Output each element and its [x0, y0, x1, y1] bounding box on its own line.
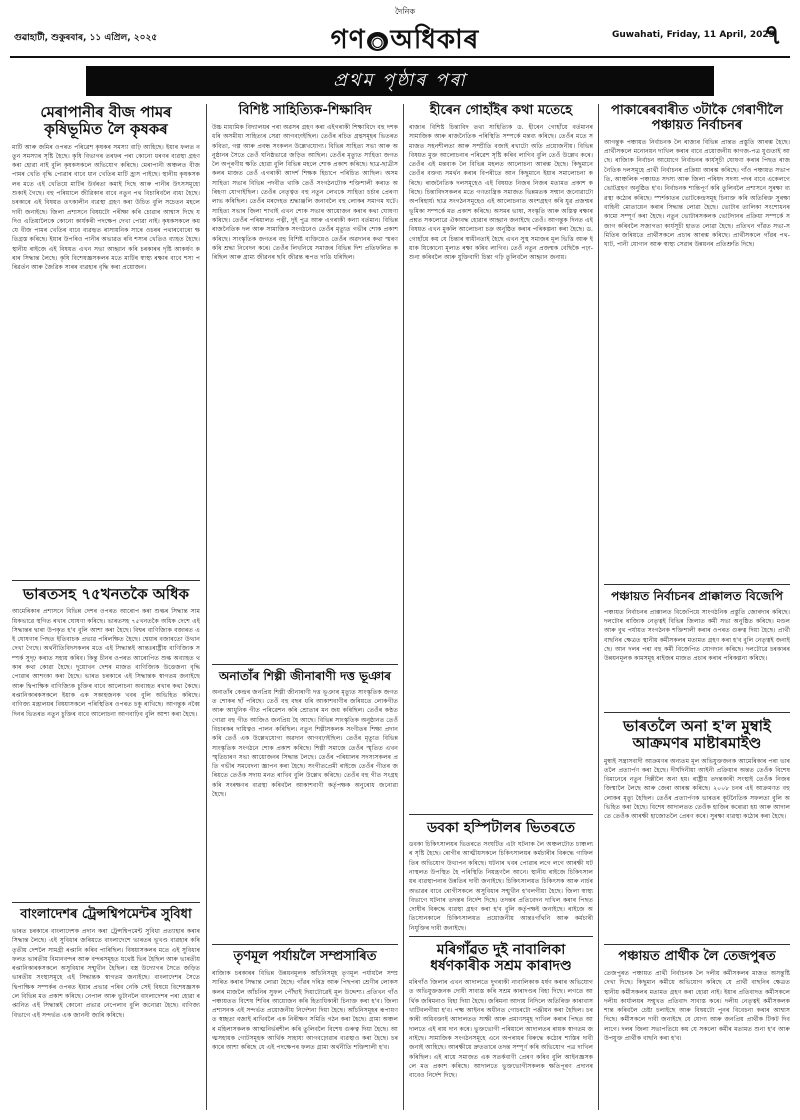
article-body: তেজপুৰত পঞ্চায়ত প্ৰাৰ্থী নিৰ্বাচনক লৈ দলীয় কৰ্মীসকলৰ মাজত অসন্তুষ্টি দেখা দিছে। কিছুমান কৰ্মীয়ে অভিযোগ কৰিছে যে প্ৰাৰ্থী বাছনিৰ ক্ষেত্ৰত স্থানীয় কৰ্মীসকলৰ মতামত গ্ৰহণ কৰা হোৱা নাই। ইয়াৰ প্ৰতিবাদত কৰ্মীসকলে দলীয় কাৰ্যালয়ৰ সন্মুখত প্ৰতিবাদ সাব্যস্ত কৰে। দলীয় নেতৃত্বই কৰ্মীসকলক শান্ত কৰিবলৈ চেষ্টা চলাইছে আৰু বিষয়টো পুনৰ বিবেচনা কৰাৰ আশ্বাস দিছে। কৰ্মীসকলে দাবী জনাইছে যে যোগ্য আৰু জনপ্ৰিয় প্ৰাৰ্থীক টিকট দিব লাগে। দলৰ জিলা সভাপতিয়ে কয় যে সকলো কৰ্মীৰ মতামত শুনা হ'ব আৰু উপযুক্ত প্ৰাৰ্থীক বাছনি কৰা হ'ব। — [604, 969, 790, 1043]
divider — [409, 936, 593, 937]
headline: ভাৰতলৈ অনা হ'ল মুম্বাই আক্ৰমণৰ মাষ্টাৰমাইণ্ড — [623, 717, 771, 753]
divider — [12, 580, 200, 581]
article-tezpur — [604, 950, 790, 1104]
article-anatar — [212, 670, 398, 938]
divider — [604, 944, 790, 945]
headline: হীৰেন গোহাঁইৰ কথা মতেহে — [429, 103, 573, 118]
article-mumbai — [604, 718, 790, 932]
headline: পঞ্চায়ত প্ৰাৰ্থীক লৈ তেজপুৰত — [618, 949, 776, 964]
article-trinamul — [212, 950, 398, 1104]
divider — [12, 902, 200, 903]
article-morigaon — [409, 942, 593, 1098]
article-gohain — [409, 104, 593, 813]
headline: মৰিগাঁৱত দুই নাবালিকা ধৰ্ষণকাৰীক সশ্ৰম কাৰাদণ্ড — [430, 942, 572, 975]
column-divider — [403, 104, 404, 1110]
article-sahityik — [212, 104, 398, 663]
article-body: আগন্তুক পঞ্চায়ত নিৰ্বাচনক লৈ ৰাজ্যৰ বিভিন্ন প্ৰান্তত প্ৰস্তুতি আৰম্ভ হৈছে। প্ৰাৰ্থীসকলে মনোনয়ন দাখিল কৰাৰ বাবে প্ৰয়োজনীয় কাগজ-পত্ৰ যুগুতাই আছে। ৰাজ্যিক নিৰ্বাচন আয়োগে নিৰ্বাচনৰ কাৰ্যসূচী ঘোষণা কৰাৰ পিছত ৰাজনৈতিক দলসমূহে প্ৰাৰ্থী নিৰ্বাচনৰ প্ৰক্ৰিয়া আৰম্ভ কৰিছে। গাঁও পঞ্চায়ত সভাপতি, আঞ্চলিক পঞ্চায়ত সদস্য আৰু জিলা পৰিষদ সদস্য পদৰ বাবে একেলগে ভোটগ্ৰহণ অনুষ্ঠিত হ'ব। নিৰ্বাচনক শান্তিপূৰ্ণ কৰি তুলিবলৈ প্ৰশাসনে সুৰক্ষা ব্যৱস্থা কঠোৰ কৰিছে। স্পৰ্শকাতৰ ভোটকেন্দ্ৰসমূহ চিনাক্ত কৰি অতিৰিক্ত সুৰক্ষা বাহিনী মোতায়েন কৰাৰ সিদ্ধান্ত লোৱা হৈছে। ভোটাৰ তালিকা সংশোধনৰ কামো সম্পূৰ্ণ কৰা হৈছে। নতুন ভোটাৰসকলক ভোটদানৰ প্ৰক্ৰিয়া সম্পৰ্কে সজাগ কৰিবলৈ সজাগতা কাৰ্যসূচী হাতত লোৱা হৈছে। প্ৰতিখন গাঁৱত সভা-সমিতিৰ জৰিয়তে প্ৰাৰ্থীসকলে প্ৰচাৰ আৰম্ভ কৰিছে। প্ৰাৰ্থীসকলে গাঁৱৰ পথ-ঘাট, পানী যোগান আৰু স্বাস্থ্য সেৱাৰ উন্নয়নৰ প্ৰতিশ্ৰুতি দিছে। — [604, 138, 790, 249]
article-body: পঞ্চায়ত নিৰ্বাচনৰ প্ৰাক্কালত বিজেপিয়ে সাংগঠনিক প্ৰস্তুতি জোৰদাৰ কৰিছে। দলটোৰ ৰাজ্যিক নেতৃত্বই বিভিন্ন জিলাত কৰ্মী সভা অনুষ্ঠিত কৰিছে। মণ্ডল আৰু বুথ পৰ্যায়ত সংগঠনক শক্তিশালী কৰাৰ ওপৰত গুৰুত্ব দিয়া হৈছে। প্ৰাৰ্থী বাছনিৰ ক্ষেত্ৰত স্থানীয় কৰ্মীসকলৰ মতামত গ্ৰহণ কৰা হ'ব বুলি নেতৃত্বই জনাইছে। আন দলৰ পৰা বহু কৰ্মী বিজেপিত যোগদান কৰিছে। দলটোৱে চৰকাৰৰ উন্নয়নমূলক কামসমূহ ৰাইজৰ মাজত প্ৰচাৰ কৰাৰ পৰিকল্পনা কৰিছে। — [604, 608, 790, 663]
headline: অনাতাঁৰ শিল্পী জীনাৰাণী দত্ত ভূঞাৰ — [219, 669, 391, 683]
article-body: উচ্চ মাধ্যমিক বিদ্যালয়ৰ পৰা অৱসৰ গ্ৰহণ কৰা এইগৰাকী শিক্ষাবিদে বহু দশক ধৰি অসমীয়া সাহিত্যৰ সেৱা আগবঢ়াইছিল। তেওঁৰ ৰচিত গ্ৰন্থসমূহৰ ভিতৰত কবিতা, গল্প আৰু প্ৰবন্ধ সংকলন উল্লেখযোগ্য। বিভিন্ন সাহিত্য সভা আৰু অনুষ্ঠানৰ সৈতে তেওঁ ঘনিষ্ঠভাৱে জড়িত আছিল। তেওঁৰ মৃত্যুত সাহিত্য জগতলৈ অপূৰণীয় ক্ষতি হোৱা বুলি বিভিন্ন মহলে শোক প্ৰকাশ কৰিছে। ছাত্ৰ-ছাত্ৰীসকলৰ মাজত তেওঁ এগৰাকী আদৰ্শ শিক্ষক হিচাপে পৰিচিত আছিল। অসম সাহিত্য সভাৰ বিভিন্ন পদবীত থাকি তেওঁ সংগঠনটোক শক্তিশালী কৰাত অৰিহণা যোগাইছিল। তেওঁৰ নেতৃত্বত বহু নতুন লেখকে সাহিত্য চৰ্চাৰ প্ৰেৰণা লাভ কৰিছিল। তেওঁৰ মৰদেহত শ্ৰদ্ধাঞ্জলি জনাবলৈ বহু লোকৰ সমাগম ঘটে। সাহিত্য সভাৰ জিলা শাখাই এখন শোক সভাৰ আয়োজন কৰাৰ কথা ঘোষণা কৰিছে। তেওঁৰ পৰিয়ালত পত্নী, দুই পুত্ৰ আৰু এগৰাকী কন্যা বৰ্তমান। বিভিন্ন ৰাজনৈতিক দল আৰু সামাজিক সংগঠনেও তেওঁৰ মৃত্যুত গভীৰ শোক প্ৰকাশ কৰিছে। সাংস্কৃতিক জগতৰ বহু বিশিষ্ট ব্যক্তিয়েও তেওঁৰ অৱদানৰ কথা স্মৰণ কৰি শ্ৰদ্ধা নিবেদন কৰে। তেওঁৰ লিখনিয়ে সমাজৰ বিভিন্ন দিশ প্ৰতিফলিত কৰিছিল আৰু গ্ৰাম্য জীৱনৰ ছবি জীৱন্ত ৰূপত দাঙি ধৰিছিল। — [212, 123, 398, 262]
brand-emblem-icon: ◉ — [367, 32, 388, 51]
date-right: Guwahati, Friday, 11 April, 2025 — [612, 30, 775, 40]
page-number: ৭ — [763, 18, 783, 51]
article-panchayat — [604, 104, 790, 578]
newspaper-logo — [330, 6, 480, 63]
divider — [409, 814, 593, 815]
headline: ডবকা হস্পিটালৰ ভিতৰতে — [426, 820, 576, 836]
article-body: ৰাজ্যৰ বিশিষ্ট চিন্তাবিদ তথা সাহিত্যিক ড. হীৰেন গোহাঁয়ে বৰ্তমানৰ সামাজিক আৰু ৰাজনৈতিক পৰিস্থিতি সম্পৰ্কে মন্তব্য কৰিছে। তেওঁৰ মতে সমাজত সহনশীলতা আৰু সম্প্ৰীতি বজাই ৰখাটো অতি প্ৰয়োজনীয়। বিভিন্ন বিষয়ত মুক্ত আলোচনাৰ পৰিৱেশ সৃষ্টি কৰিব লাগিব বুলি তেওঁ উল্লেখ কৰে। তেওঁৰ এই মন্তব্যক লৈ বিভিন্ন মহলত আলোচনা আৰম্ভ হৈছে। কিছুমানে তেওঁৰ বক্তব্য সমৰ্থন কৰাৰ বিপৰীতে আন কিছুমানে ইয়াৰ সমালোচনা কৰিছে। ৰাজনৈতিক দলসমূহেও এই বিষয়ত নিজৰ নিজৰ মতামত প্ৰকাশ কৰিছে। চিন্তাবিদসকলৰ মতে গণতান্ত্ৰিক সমাজত ভিন্নমতক সন্মান জনোৱাটো অপৰিহাৰ্য। ছাত্ৰ সংগঠনসমূহেও এই আলোচনাত অংশগ্ৰহণ কৰি যুৱ প্ৰজন্মৰ ভূমিকা সম্পৰ্কে মত প্ৰকাশ কৰিছে। অসমৰ ভাষা, সংস্কৃতি আৰু অস্তিত্ব ৰক্ষাৰ প্ৰশ্নত সকলোৱে ঐক্যবদ্ধ হোৱাৰ আহ্বান জনাইছে তেওঁ। আগন্তুক দিনত এই বিষয়ত এখন মুকলি আলোচনা চক্ৰ অনুষ্ঠিত কৰাৰ পৰিকল্পনা কৰা হৈছে। ড. গোহাঁয়ে কয় যে চিন্তাৰ স্বাধীনতাই হৈছে এখন সুস্থ সমাজৰ মূল ভিত্তি আৰু ইয়াক যিকোনো মূল্যত ৰক্ষা কৰিব লাগিব। তেওঁ নতুন প্ৰজন্মক বেছিকৈ পঢ়া-শুনা কৰিবলৈ আৰু যুক্তিবাদী চিন্তা গঢ়ি তুলিবলৈ আহ্বান জনায়। — [409, 123, 593, 262]
article-bjp — [604, 590, 790, 700]
divider — [604, 584, 790, 585]
article-hospital — [409, 820, 593, 935]
divider — [604, 712, 790, 713]
headline: পাকাৰেৰবাৰীত ৩টাকৈ গেৰাণীলৈ পঞ্চায়ত নিৰ্বাচনৰ — [611, 103, 783, 133]
headline: মেৰাপানীৰ বীজ পামৰ কৃষিভূমিত লৈ কৃষকৰ — [40, 103, 172, 139]
headline: বিশিষ্ট সাহিত্যিক-শিক্ষাবিদ — [238, 103, 372, 118]
article-tariff — [12, 586, 200, 897]
divider — [212, 944, 398, 945]
masthead — [0, 0, 800, 62]
article-body: মুম্বাই সন্ত্ৰাসবাদী আক্ৰমণৰ অন্যতম মূল অভিযুক্তজনক আমেৰিকাৰ পৰা ভাৰতলৈ প্ৰত্যাৰ্পণ কৰা হৈছে। দীৰ্ঘদিনীয়া আইনী প্ৰক্ৰিয়াৰ অন্তত তেওঁক বিশেষ বিমানেৰে নতুন দিল্লীলৈ অনা হয়। ৰাষ্ট্ৰীয় তদন্তকাৰী সংস্থাই তেওঁক নিজৰ জিম্মালৈ লৈছে আৰু জেৰা আৰম্ভ কৰিছে। ২০০৮ চনৰ এই আক্ৰমণত বহু লোকৰ মৃত্যু হৈছিল। তেওঁৰ প্ৰত্যাৰ্পণক ভাৰতৰ কূটনৈতিক সফলতা বুলি অভিহিত কৰা হৈছে। বিশেষ আদালতত তেওঁক হাজিৰ কৰোৱা হয় আৰু আদালতে তেওঁক আৰক্ষী হাজোতলৈ প্ৰেৰণ কৰে। সুৰক্ষা ব্যৱস্থা কঠোৰ কৰা হৈছে। — [604, 757, 790, 821]
headline: বাংলাদেশৰ ট্ৰেন্সশ্বিপমেন্টৰ সুবিধা — [20, 907, 192, 922]
article-body: আমেৰিকাৰ প্ৰশাসনে বিভিন্ন দেশৰ ওপৰত আৰোপ কৰা শুল্কৰ সিদ্ধান্ত সাময়িকভাৱে স্থগিত ৰখাৰ ঘোষণা কৰিছে। ভাৰতসহ ৭৫খনতকৈ অধিক দেশে এই সিদ্ধান্তৰ দ্বাৰা উপকৃত হ'ব বুলি আশা কৰা হৈছে। বিশ্বৰ বাণিজ্যিক বজাৰত এই ঘোষণাৰ পিছত ইতিবাচক প্ৰভাৱ পৰিলক্ষিত হৈছে। শ্বেয়াৰ বজাৰতো উত্থান দেখা গৈছে। অৰ্থনীতিবিদসকলৰ মতে এই সিদ্ধান্তই আন্তঃৰাষ্ট্ৰীয় বাণিজ্যিক সম্পৰ্ক সুদৃঢ় কৰাত সহায় কৰিব। কিন্তু চীনৰ ওপৰত আৰোপিত শুল্ক অব্যাহত থকাৰ কথা কোৱা হৈছে। দুয়োখন দেশৰ মাজত বাণিজ্যিক উত্তেজনা বৃদ্ধি পোৱাৰ আশংকা কৰা হৈছে। ভাৰত চৰকাৰে এই সিদ্ধান্তক স্বাগতম জনাইছে আৰু দ্বিপাক্ষিক বাণিজ্যিক চুক্তিৰ বাবে আলোচনা অব্যাহত ৰখাৰ কথা কৈছে। ৰপ্তানিকাৰকসকলে ইয়াক এক সকাহজনক খবৰ বুলি অভিহিত কৰিছে। বাণিজ্য মন্ত্ৰালয়ৰ বিষয়াসকলে পৰিস্থিতিৰ ওপৰত চকু ৰাখিছে। আগন্তুক নব্বৈ দিনৰ ভিতৰত নতুন চুক্তিৰ বাবে আলোচনা আগবাঢ়িব বুলি আশা কৰা হৈছে। — [12, 608, 200, 718]
headline: তৃণমূল পৰ্যায়লৈ সম্প্ৰসাৰিত — [233, 949, 377, 964]
article-body: ৰাজ্যিক চৰকাৰৰ বিভিন্ন উন্নয়নমূলক আঁচনিসমূহ তৃণমূল পৰ্যায়লৈ সম্প্ৰসাৰিত কৰাৰ সিদ্ধান্ত লোৱা হৈছে। গাঁৱৰ দৰিদ্ৰ আৰু পিছপৰা শ্ৰেণীৰ লোকসকলৰ মাজলৈ আঁচনিৰ সুফল পৌঁছাই দিয়াটোৱেই মূল উদ্দেশ্য। প্ৰতিখন গাঁও পঞ্চায়তত বিশেষ শিবিৰ আয়োজন কৰি হিতাধিকাৰী চিনাক্ত কৰা হ'ব। জিলা প্ৰশাসনক এই সন্দৰ্ভত প্ৰয়োজনীয় নিৰ্দেশনা দিয়া হৈছে। আঁচনিসমূহৰ ৰূপায়ণত স্বচ্ছতা বজাই ৰাখিবলৈ এক নিৰীক্ষণ সমিতি গঠন কৰা হৈছে। গ্ৰাম্য অঞ্চলৰ মহিলাসকলক আত্মনিৰ্ভৰশীল কৰি তুলিবলৈ বিশেষ গুৰুত্ব দিয়া হৈছে। আত্মসহায়ক গোটসমূহক আৰ্থিক সাহায্য আগবঢ়োৱাৰ ব্যৱস্থাও কৰা হৈছে। চৰকাৰে আশা কৰিছে যে এই পদক্ষেপৰ ফলত গ্ৰাম্য অৰ্থনীতি শক্তিশালী হ'ব। — [212, 969, 398, 1052]
brand-right: অধিকাৰ — [390, 25, 480, 55]
article-bangladesh — [12, 908, 200, 1105]
article-body: মাটি আৰু জমিৰ ওপৰত পৰিৱেশ কৃষকৰ সমস্যা বাঢ়ি আহিছে। ইয়াৰ ফলত নতুন সমস্যাৰ সৃষ্টি হৈছে। কৃষি বিভাগৰ তৰফৰ পৰা কোনো ধৰণৰ ব্যৱস্থা গ্ৰহণ কৰা হোৱা নাই বুলি কৃষকসকলে অভিযোগ কৰিছে। মেৰাপানী অঞ্চলত বীজ পামৰ খেতি বৃদ্ধি পোৱাৰ বাবে ধান খেতিৰ মাটি হ্ৰাস পাইছে। স্থানীয় কৃষকসকলৰ মতে এই খেতিয়ে মাটিৰ উৰ্বৰতা কমাই দিছে আৰু পানীৰ উৎসসমূহো শুকাই গৈছে। বহু পৰিয়ালে জীৱিকাৰ বাবে নতুন পথ বিচাৰিবলৈ বাধ্য হৈছে। চৰকাৰে এই বিষয়ত তৎকালীন ব্যৱস্থা গ্ৰহণ কৰা উচিত বুলি সচেতন মহলে দাবী জনাইছে। জিলা প্ৰশাসনে বিষয়টো পৰীক্ষা কৰি চোৱাৰ আশ্বাস দিছে যদিও এতিয়ালৈকে কোনো কাৰ্যকৰী পদক্ষেপ দেখা পোৱা নাই। কৃষকসকলে কয় যে বীজ পামৰ খেতিৰ বাবে ব্যৱহৃত ৰাসায়নিক সাৰে ওচৰৰ পথাৰবোৰো ক্ষতিগ্ৰস্ত কৰিছে। ইয়াৰ উপৰিও পানীৰ অভাৱত ৰবি শস্যৰ খেতিও ব্যাহত হৈছে। স্থানীয় ৰাইজে এই বিষয়ত এখন সভা আহ্বান কৰি চৰকাৰৰ দৃষ্টি আকৰ্ষণ কৰাৰ সিদ্ধান্ত লৈছে। কৃষি বিশেষজ্ঞসকলৰ মতে মাটিৰ স্বাস্থ্য ৰক্ষাৰ বাবে শস্য পৰিৱৰ্তন আৰু জৈৱিক সাৰৰ ব্যৱহাৰ বৃদ্ধি কৰা প্ৰয়োজন। — [12, 143, 200, 272]
divider — [212, 664, 398, 665]
masthead-rule — [10, 56, 790, 58]
headline: ভাৰতসহ ৭৫খনতকৈ অধিক — [23, 585, 189, 603]
brand-left: গণ — [330, 25, 366, 55]
date-left: গুৱাহাটী, শুকুৰবাৰ, ১১ এপ্ৰিল, ২০২৫ — [14, 33, 158, 43]
article-body: ডবকা চিকিৎসালয়ৰ ভিতৰতে সংঘটিত এটা ঘটনাক লৈ অঞ্চলটোত চাঞ্চল্যৰ সৃষ্টি হৈছে। ৰোগীৰ আত্মীয়সকলে চিকিৎসালয়ৰ কৰ্মচাৰীৰ বিৰুদ্ধে গাফিলতিৰ অভিযোগ উত্থাপন কৰিছে। ঘটনাৰ খবৰ পোৱাৰ লগে লগে আৰক্ষী ঘটনাস্থলত উপস্থিত হৈ পৰিস্থিতি নিয়ন্ত্ৰণলৈ আনে। স্থানীয় ৰাইজে চিকিৎসালয়ৰ ব্যৱস্থাপনাৰ উন্নতিৰ দাবী জনাইছে। চিকিৎসালয়ত চিকিৎসক আৰু নাৰ্চৰ অভাৱৰ বাবে ৰোগীসকলে অসুবিধাৰ সন্মুখীন হ'বলগীয়া হৈছে। জিলা স্বাস্থ্য বিভাগে ঘটনাৰ তদন্তৰ নিৰ্দেশ দিছে। তদন্তৰ প্ৰতিবেদন দাখিল কৰাৰ পিছত দোষীৰ বিৰুদ্ধে ব্যৱস্থা গ্ৰহণ কৰা হ'ব বুলি কৰ্তৃপক্ষই জনাইছে। ৰাইজে অতিসোনকালে চিকিৎসালয়ত প্ৰয়োজনীয় আন্তঃগাঁথনি আৰু কৰ্মচাৰী নিযুক্তিৰ দাবী জনাইছে। — [409, 841, 593, 932]
article-body: অনাতাঁৰ কেন্দ্ৰৰ জনপ্ৰিয় শিল্পী জীনাৰাণী দত্ত ভূঞাৰ মৃত্যুত সাংস্কৃতিক জগতত শোকৰ ছাঁ পৰিছে। তেওঁ বহু বছৰ ধৰি আকাশবাণীৰ জৰিয়তে লোকগীত আৰু আধুনিক গীত পৰিৱেশন কৰি শ্ৰোতাৰ মন জয় কৰিছিল। তেওঁৰ কণ্ঠত গোৱা বহু গীত আজিও জনপ্ৰিয় হৈ আছে। বিভিন্ন সাংস্কৃতিক অনুষ্ঠানত তেওঁ বিচাৰকৰ দায়িত্বও পালন কৰিছিল। নতুন শিল্পীসকলক সংগীতৰ শিক্ষা প্ৰদান কৰি তেওঁ এক উল্লেখযোগ্য অৱদান আগবঢ়াইছিল। তেওঁৰ মৃত্যুত বিভিন্ন সাংস্কৃতিক সংগঠনে শোক প্ৰকাশ কৰিছে। শিল্পী সমাজে তেওঁৰ স্মৃতিত এখন স্মৃতিচাৰণ সভা আয়োজনৰ সিদ্ধান্ত লৈছে। তেওঁৰ পৰিয়ালৰ সদস্যসকলৰ প্ৰতি গভীৰ সমবেদনা জ্ঞাপন কৰা হৈছে। সংগীতপ্ৰেমী ৰাইজে তেওঁৰ গীতৰ জৰিয়তে তেওঁক সদায় মনত ৰাখিব বুলি উল্লেখ কৰিছে। তেওঁৰ বহু গীত সংগ্ৰহ কৰি সংৰক্ষণৰ ব্যৱস্থা কৰিবলৈ আকাশবাণী কৰ্তৃপক্ষক অনুৰোধ জনোৱা হৈছে। — [212, 688, 398, 799]
headline: পঞ্চায়ত নিৰ্বাচনৰ প্ৰাক্কালত বিজেপি — [611, 589, 783, 603]
brand-prefix: দৈনিক — [394, 7, 416, 16]
article-body: মৰিগাঁও জিলাৰ এখন আদালতে দুগৰাকী নাবালিকাক ধৰ্ষণ কৰাৰ অভিযোগত অভিযুক্তজনক দোষী সাব্যস্ত কৰি সশ্ৰম কাৰাদণ্ডৰ বিহা দিছে। লগতে আৰ্থিক জৰিমনাও বিহা দিয়া হৈছে। জৰিমনা আদায় নিদিলে অতিৰিক্ত কাৰাবাস খাটিবলগীয়া হ'ব। পক্ষ্ম আইনৰ অধীনত গোচৰটো পঞ্জীয়ন কৰা হৈছিল। চৰকাৰী অধিবক্তাই আদালতত সাক্ষী আৰু প্ৰমাণসমূহ দাখিল কৰাৰ পিছত আদালতে এই ৰায় দান কৰে। ভুক্তভোগী পৰিয়ালে আদালতৰ ৰায়ক স্বাগতম জনাইছে। সামাজিক সংগঠনসমূহে এনে অপৰাধৰ বিৰুদ্ধে কঠোৰ শাস্তিৰ দাবী জনাই আহিছে। আৰক্ষীয়ে দ্ৰুততাৰে তদন্ত সম্পূৰ্ণ কৰি অভিযোগ পত্ৰ দাখিল কৰিছিল। এই ৰায়ে সমাজত এক সতৰ্কবাণী প্ৰেৰণ কৰিব বুলি আইনজ্ঞসকলে মত প্ৰকাশ কৰিছে। আদালতে ভুক্তভোগীসকলক ক্ষতিপূৰণ প্ৰদানৰ বাবেও নিৰ্দেশ দিছে। — [409, 979, 593, 1080]
section-banner: প্ৰথম পৃষ্ঠাৰ পৰা — [86, 66, 714, 96]
article-body: ভাৰত চৰকাৰে বাংলাদেশক প্ৰদান কৰা ট্ৰেন্সশ্বিপমেন্ট সুবিধা প্ৰত্যাহাৰ কৰাৰ সিদ্ধান্ত লৈছে। এই সুবিধাৰ জৰিয়তে বাংলাদেশে ভাৰতৰ ভূখণ্ড ব্যৱহাৰ কৰি তৃতীয় দেশলৈ সামগ্ৰী ৰপ্তানি কৰিব পাৰিছিল। বিষয়াসকলৰ মতে এই সুবিধাৰ ফলত ভাৰতীয় বিমানবন্দৰ আৰু বন্দৰসমূহত যথেষ্ট ভিৰ হৈছিল আৰু ভাৰতীয় ৰপ্তানিকাৰকসকলে অসুবিধাৰ সন্মুখীন হৈছিল। বস্ত্ৰ উদ্যোগৰ সৈতে জড়িত ভাৰতীয় সংস্থাসমূহে এই সিদ্ধান্তক স্বাগতম জনাইছে। বাংলাদেশৰ সৈতে দ্বিপাক্ষিক সম্পৰ্কৰ ওপৰত ইয়াৰ প্ৰভাৱ পৰিব নেকি সেই বিষয়ে বিশেষজ্ঞসকলে বিভিন্ন মত প্ৰকাশ কৰিছে। নেপাল আৰু ভুটানলৈ বাংলাদেশৰ পৰা হোৱা ৰপ্তানিত এই সিদ্ধান্তই কোনো প্ৰভাৱ নেপেলাব বুলি জনোৱা হৈছে। বাণিজ্য বিভাগে এই সন্দৰ্ভত এক জাননী জাৰি কৰিছে। — [12, 927, 200, 1019]
column-divider — [598, 104, 599, 1110]
column-divider — [206, 104, 207, 1110]
article-kisan — [12, 104, 200, 583]
